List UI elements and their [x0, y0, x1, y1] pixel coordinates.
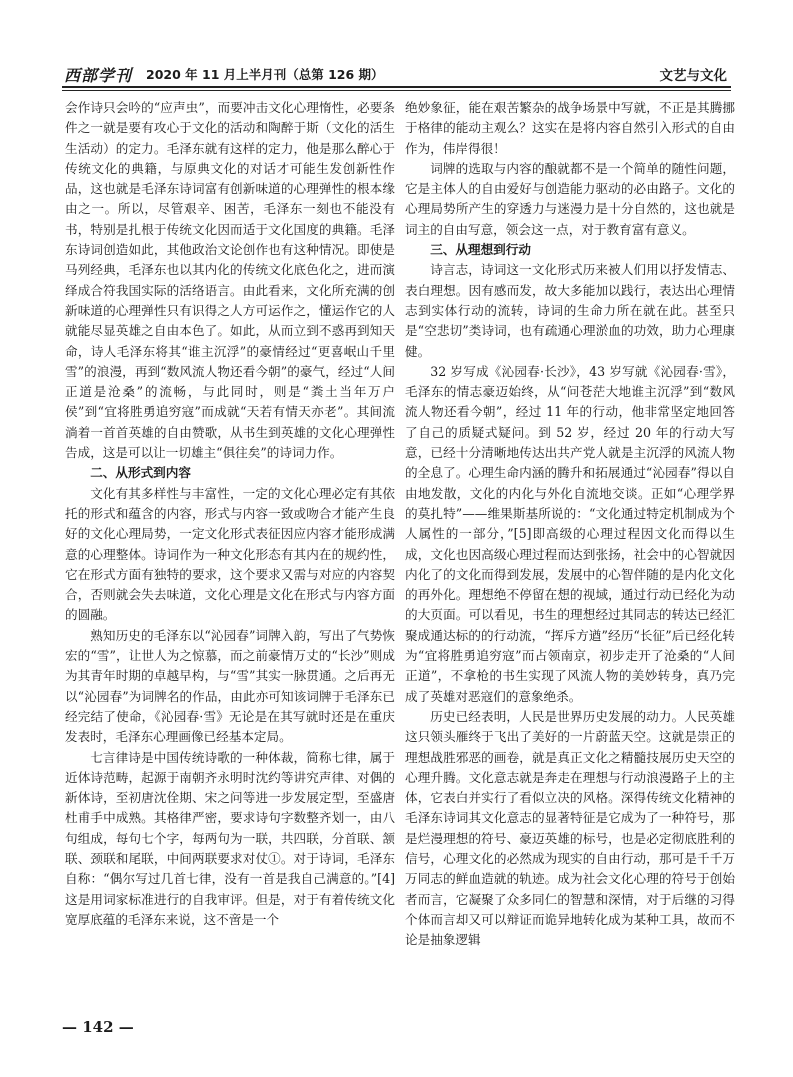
paragraph: 历史已经表明，人民是世界历史发展的动力。人民英雄这只领头雁终于飞出了美好的一片蔚蓝天空。这就是崇正的理想战胜邪恶的画卷，就是真正文化之精髓技展历史天空的心理升腾。文化意志就是奔走在理想与行动浪漫路子上的主体，它表白并实行了看似立决的风格。深得传统文化精神的毛泽东诗词其文化意志的显著特征是它成为了一种符号，那是烂漫理想的符号、豪迈英雄的标号，也是必定彻底胜利的信号，心理文化的必然成为现实的自由行动，那可是千千万万同志的鲜血造就的轨迹。成为社会文化心理的符号于创始者而言，它凝聚了众多同仁的智慧和深情，对于后继的习得个体而言却又可以辩证而诡异地转化成为某种工具，故而不论是抽象逻辑 [405, 708, 735, 948]
paragraph: 文化有其多样性与丰富性，一定的文化心理必定有其依托的形式和蕴含的内容，形式与内容一致或吻合才能产生良好的文化心理局势，一定文化形式表征因应内容才能形成满意的心理整体。诗词作为一种文化形态有其内在的规约性，它在形式方面有独特的要求，这个要求又需与对应的内容契合，否则就会失去味道，文化心理是文化在形式与内容方面的圆融。 [65, 485, 395, 623]
journal-logo: 西部学刊 [64, 66, 133, 85]
issue-info: 2020 年 11 月上半月刊（总第 126 期） [146, 67, 384, 82]
header-rule-thin [62, 90, 731, 91]
left-column [65, 98, 395, 998]
right-column [405, 98, 735, 998]
section-name: 文艺与文化 [659, 68, 727, 84]
page-header [62, 62, 731, 88]
paragraph: 会作诗只会吟的“应声虫”，而要冲击文化心理惰性，必要条件之一就是要有攻心于文化的活动和陶醉于斯（文化的活生生活动）的定力。毛泽东就有这样的定力，他是那么醉心于传统文化的典籍，与原典文化的对话才可能生发创新性作品，这也就是毛泽东诗词富有创新味道的心理弹性的根本缘由之一。所以，尽管艰辛、困苦，毛泽东一刻也不能没有书，特别是扎根于传统文化因而适于文化国度的典籍。毛泽东诗词创造如此，其他政治文论创作也有这种情况。即使是马列经典，毛泽东也以其内化的传统文化底色化之，进而演绎成合符我国实际的活络语言。由此看来，文化所充满的创新味道的心理弹性只有识得之人方可运作之，懂运作它的人就能尽显英雄之自由本色了。如此，从而立到不惑再到知天命，诗人毛泽东将其“谁主沉浮”的豪情经过“更喜岷山千里雪”的浪漫，再到“数风流人物还看今朝”的豪气，经过“人间正道是沧桑”的流畅，与此同时，则是“粪土当年万户侯”到“宜将胜勇追穷寇”而成就“天若有情天亦老”。其间流淌着一首首英雄的自由赞歌，从书生到英雄的文化心理弹性告成，这是可以让一切雄主“俱往矣”的诗词力作。 [65, 100, 395, 461]
header-rule-thick [62, 86, 731, 88]
paragraph: 绝妙象征，能在艰苦繁杂的战争场景中写就，不正是其腾挪于格律的能动主观么？这实在是将内容自然引入形式的自由作为，伟岸得很！ [405, 100, 735, 156]
section-heading: 二、从形式到内容 [90, 465, 191, 481]
page-number: — 142 — [62, 1018, 134, 1036]
paragraph: 熟知历史的毛泽东以“沁园春”词牌入韵，写出了气势恢宏的“雪”，让世人为之惊慕，而之前豪情万丈的“长沙”则成为其青年时期的卓越早构，与“雪”其实一脉贯通。之后再无以“沁园春”为词牌名的作品，由此亦可知该词牌于毛泽东已经完结了使命，《沁园春·雪》无论是在其写就时还是在重庆发表时，毛泽东心理画像已经基本定局。 [65, 627, 395, 745]
paragraph: 词牌的选取与内容的酿就都不是一个简单的随性问题，它是主体人的自由爱好与创造能力驱动的必由路子。文化的心理局势所产生的穿透力与迷漫力是十分自然的，这也就是词主的自由写意，领会这一点，对于教育富有意义。 [405, 160, 735, 237]
paragraph: 32 岁写成《沁园春·长沙》，43 岁写就《沁园春·雪》，毛泽东的情志豪迈始终，从“问苍茫大地谁主沉浮”到“数风流人物还看今朝”，经过 11 年的行动，他非常坚定地回答了自己的质疑式疑问。到 52 岁，经过 20 年的行动大写意，已经十分清晰地传达出共产党人就是主沉浮的风流人物的全息了。心理生命内涵的腾升和拓展通过“沁园春”得以自由地发散，文化的内化与外化自流地交谈。正如“心理学界的莫扎特”——维果斯基所说的：“文化通过特定机制成为个人属性的一部分，”[5]即高级的心理过程因文化而得以生成，文化也因高级心理过程而达到张扬，社会中的心智就因内化了的文化而得到发展，发展中的心智伴随的是内化文化的再外化。理想绝不停留在想的视域，通过行动已经化为动的大页面。可以看见，书生的理想经过其同志的转达已经汇聚成通达标的的行动流，“挥斥方遒”经历“长征”后已经化转为“宜将胜勇追穷寇”而占领南京，初步走开了沧桑的“人间正道”，不拿枪的书生实现了风流人物的美妙转身，真乃完成了英雄对恶寇们的意象绝杀。 [405, 363, 735, 704]
paragraph: 诗言志，诗词这一文化形式历来被人们用以抒发情志、表白理想。因有感而发，故大多能加以践行，表达出心理情志到实体行动的流转，诗词的生命力所在就在此。甚至只是“空悲切”类诗词，也有疏通心理淤血的功效，助力心理康健。 [405, 262, 735, 359]
paragraph: 七言律诗是中国传统诗歌的一种体裁，简称七律，属于近体诗范畴，起源于南朝齐永明时沈约等讲究声律、对偶的新体诗，至初唐沈佺期、宋之问等进一步发展定型，至盛唐杜甫手中成熟。其格律严密，要求诗句字数整齐划一，由八句组成，每句七个字，每两句为一联，共四联，分首联、颔联、颈联和尾联，中间两联要求对仗①。对于诗词，毛泽东自称：“偶尔写过几首七律，没有一首是我自己满意的。”[4]这是用词家标准进行的自我审评。但是，对于有着传统文化宽厚底蕴的毛泽东来说，这不啻是一个 [65, 749, 395, 927]
section-heading: 三、从理想到行动 [430, 242, 531, 258]
